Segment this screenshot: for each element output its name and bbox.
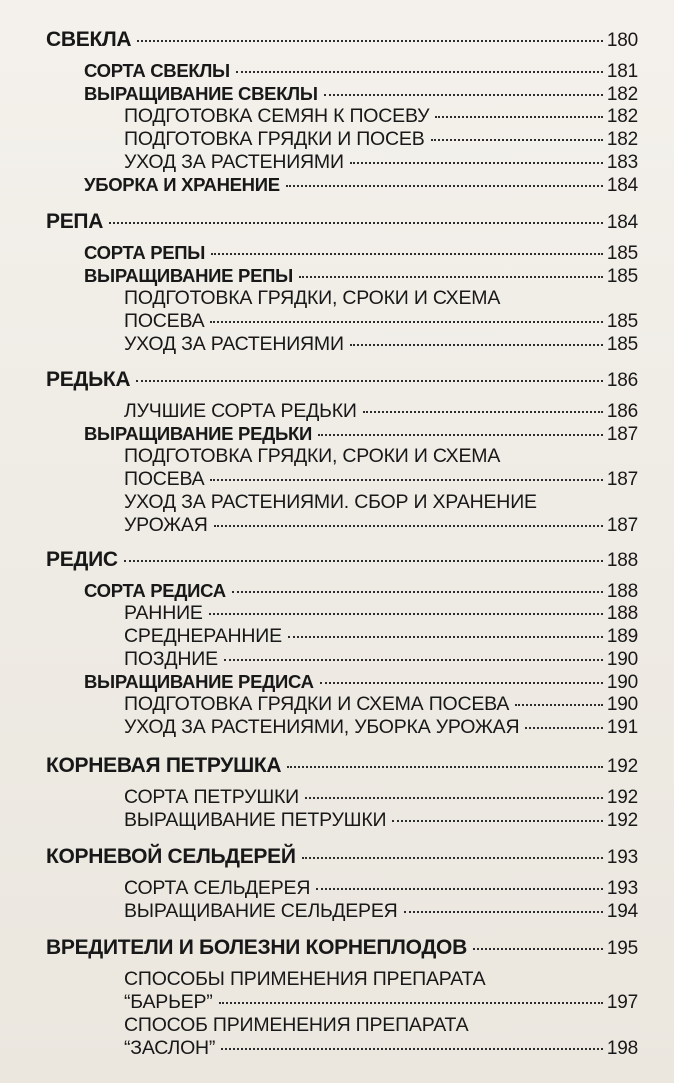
toc-entry-subsection (124, 648, 638, 671)
toc-entry-title-continuation: “ЗАСЛОН” (124, 1037, 216, 1059)
toc-entry-title: СОРТА РЕПЫ (84, 242, 206, 263)
toc-dot-leader (236, 71, 603, 73)
toc-dot-leader (211, 253, 603, 255)
toc-page-number: 192 (606, 787, 638, 808)
toc-dot-leader (210, 321, 602, 323)
toc-page-number: 187 (606, 515, 638, 536)
toc-entry-chapter (46, 548, 638, 572)
toc-dot-leader (209, 613, 603, 615)
toc-entry-title: ВРЕДИТЕЛИ И БОЛЕЗНИ КОРНЕПЛОДОВ (46, 936, 467, 959)
toc-dot-leader (318, 434, 603, 436)
toc-entry-title: ВЫРАЩИВАНИЕ РЕДЬКИ (84, 423, 312, 444)
toc-entry-title-first-line: УХОД ЗА РАСТЕНИЯМИ. СБОР И ХРАНЕНИЕ (124, 491, 537, 513)
toc-entry-subsection (124, 105, 638, 128)
toc-entry-subsection (124, 900, 638, 923)
toc-page-number: 197 (606, 992, 638, 1013)
toc-dot-leader (224, 659, 603, 661)
toc-page-number: 190 (606, 694, 638, 715)
toc-entry-title-first-line: СПОСОБЫ ПРИМЕНЕНИЯ ПРЕПАРАТА (124, 968, 486, 990)
toc-entry-title: РЕПА (46, 210, 104, 233)
toc-page-number: 188 (606, 550, 638, 571)
toc-entry-subsection (124, 693, 638, 716)
toc-page-number: 185 (606, 266, 638, 287)
toc-entry-subsection (124, 625, 638, 648)
toc-entry-title: СРЕДНЕРАННИЕ (124, 625, 282, 647)
toc-dot-leader (221, 1048, 603, 1050)
toc-entry-title: УХОД ЗА РАСТЕНИЯМИ (124, 151, 344, 173)
toc-dot-leader (214, 525, 603, 527)
toc-dot-leader (350, 162, 603, 164)
toc-page-number: 198 (606, 1038, 638, 1059)
toc-entry-title-continuation: “БАРЬЕР” (124, 991, 213, 1013)
toc-page-number: 182 (606, 84, 638, 105)
toc-page-number: 193 (606, 878, 638, 899)
toc-page-number: 189 (606, 626, 638, 647)
toc-entry-subsection (124, 991, 638, 1014)
toc-page-number: 184 (606, 175, 638, 196)
toc-page-number: 182 (606, 106, 638, 127)
toc-entry-section (84, 265, 638, 288)
toc-dot-leader (299, 276, 603, 278)
toc-entry-subsection (124, 310, 638, 333)
toc-dot-leader (431, 139, 603, 141)
toc-entry-title: СВЕКЛА (46, 28, 132, 51)
toc-entry-title-first-line: ПОДГОТОВКА ГРЯДКИ, СРОКИ И СХЕМА (124, 287, 501, 309)
toc-page-number: 190 (606, 672, 638, 693)
toc-dot-leader (350, 344, 603, 346)
toc-entry-title: СОРТА СВЕКЛЫ (84, 60, 230, 81)
toc-entry-title: УХОД ЗА РАСТЕНИЯМИ, УБОРКА УРОЖАЯ (124, 716, 520, 738)
toc-dot-leader (286, 185, 603, 187)
toc-entry-subsection (124, 400, 638, 423)
toc-page-number: 185 (606, 311, 638, 332)
toc-entry-section (84, 671, 638, 694)
toc-dot-leader (219, 1002, 603, 1004)
toc-entry-title: РАННИЕ (124, 602, 203, 624)
toc-page-number: 188 (606, 581, 638, 602)
toc-entry-title: СОРТА ПЕТРУШКИ (124, 786, 299, 808)
toc-page-number: 192 (606, 756, 638, 777)
toc-entry-title: ЛУЧШИЕ СОРТА РЕДЬКИ (124, 400, 357, 422)
toc-entry-title: ПОЗДНИЕ (124, 648, 218, 670)
toc-page-number: 181 (606, 61, 638, 82)
toc-entry-title: ПОДГОТОВКА ГРЯДКИ И ПОСЕВ (124, 128, 425, 150)
toc-entry-subsection (124, 151, 638, 174)
toc-page-number: 194 (606, 901, 638, 922)
toc-entry-subsection (124, 716, 638, 739)
toc-dot-leader (392, 820, 603, 822)
toc-entry-title-first-line: СПОСОБ ПРИМЕНЕНИЯ ПРЕПАРАТА (124, 1014, 469, 1036)
toc-entry-subsection (124, 809, 638, 832)
toc-entry-title-continuation: ПОСЕВА (124, 468, 205, 490)
toc-entry-title: ВЫРАЩИВАНИЕ СВЕКЛЫ (84, 83, 318, 104)
toc-entry-section (84, 174, 638, 197)
toc-dot-leader (515, 704, 603, 706)
toc-dot-leader (316, 888, 603, 890)
toc-entry-title: УБОРКА И ХРАНЕНИЕ (84, 174, 280, 195)
toc-entry-title: РЕДИС (46, 548, 118, 571)
toc-entry-subsection (124, 786, 638, 809)
toc-dot-leader (473, 948, 603, 950)
toc-dot-leader (232, 591, 603, 593)
toc-entry-title: ВЫРАЩИВАНИЕ РЕПЫ (84, 265, 293, 286)
toc-entry-section (84, 242, 638, 265)
toc-entry-subsection (124, 468, 638, 491)
toc-entry-title: РЕДЬКА (46, 368, 131, 391)
toc-entry-section (84, 580, 638, 603)
toc-page-number: 182 (606, 129, 638, 150)
toc-dot-leader (137, 40, 603, 42)
toc-dot-leader (324, 94, 603, 96)
toc-dot-leader (109, 222, 603, 224)
toc-dot-leader (302, 857, 603, 859)
toc-entry-title-continuation: УРОЖАЯ (124, 514, 208, 536)
toc-entry-section (84, 60, 638, 83)
toc-entry-title: ПОДГОТОВКА СЕМЯН К ПОСЕВУ (124, 105, 430, 127)
toc-entry-title: ВЫРАЩИВАНИЕ СЕЛЬДЕРЕЯ (124, 900, 398, 922)
toc-entry-section (84, 83, 638, 106)
toc-page-number: 188 (606, 603, 638, 624)
toc-dot-leader (404, 911, 603, 913)
toc-page-number: 180 (606, 30, 638, 51)
toc-page-number: 195 (606, 938, 638, 959)
toc-entry-title: ВЫРАЩИВАНИЕ РЕДИСА (84, 671, 314, 692)
toc-page-number: 186 (606, 401, 638, 422)
toc-page-number: 187 (606, 469, 638, 490)
toc-page-number: 186 (606, 370, 638, 391)
toc-dot-leader (435, 116, 603, 118)
toc-entry-title: УХОД ЗА РАСТЕНИЯМИ (124, 333, 344, 355)
toc-entry-title-first-line: ПОДГОТОВКА ГРЯДКИ, СРОКИ И СХЕМА (124, 445, 501, 467)
toc-entry-chapter (46, 754, 638, 778)
toc-entry-title-continuation: ПОСЕВА (124, 310, 205, 332)
toc-entry-subsection (124, 128, 638, 151)
toc-entry-title: КОРНЕВОЙ СЕЛЬДЕРЕЙ (46, 845, 296, 868)
toc-dot-leader (210, 479, 602, 481)
toc-entry-subsection (124, 877, 638, 900)
toc-page-number: 184 (606, 212, 638, 233)
toc-entry-subsection (124, 514, 638, 537)
toc-dot-leader (124, 560, 603, 562)
toc-entry-chapter (46, 845, 638, 869)
toc-dot-leader (288, 636, 603, 638)
toc-page-number: 192 (606, 810, 638, 831)
toc-dot-leader (287, 766, 603, 768)
toc-entry-subsection (124, 602, 638, 625)
toc-dot-leader (363, 411, 603, 413)
toc-page-number: 193 (606, 847, 638, 868)
toc-dot-leader (320, 682, 603, 684)
toc-dot-leader (136, 380, 603, 382)
toc-entry-title: ВЫРАЩИВАНИЕ ПЕТРУШКИ (124, 809, 387, 831)
toc-page-number: 190 (606, 649, 638, 670)
toc-entry-chapter (46, 368, 638, 392)
toc-entry-chapter (46, 936, 638, 960)
toc-page-number: 183 (606, 152, 638, 173)
toc-entry-chapter (46, 210, 638, 234)
toc-entry-title: КОРНЕВАЯ ПЕТРУШКА (46, 754, 282, 777)
toc-entry-title: СОРТА СЕЛЬДЕРЕЯ (124, 877, 311, 899)
toc-entry-title: СОРТА РЕДИСА (84, 580, 226, 601)
toc-page-number: 185 (606, 243, 638, 264)
toc-entry-section (84, 423, 638, 446)
toc-entry-chapter (46, 28, 638, 52)
toc-dot-leader (305, 797, 603, 799)
toc-dot-leader (525, 727, 603, 729)
toc-entry-subsection (124, 1037, 638, 1060)
toc-page-number: 187 (606, 424, 638, 445)
toc-page-number: 185 (606, 334, 638, 355)
toc-page-number: 191 (606, 717, 638, 738)
toc-entry-title: ПОДГОТОВКА ГРЯДКИ И СХЕМА ПОСЕВА (124, 693, 510, 715)
toc-entry-subsection (124, 333, 638, 356)
